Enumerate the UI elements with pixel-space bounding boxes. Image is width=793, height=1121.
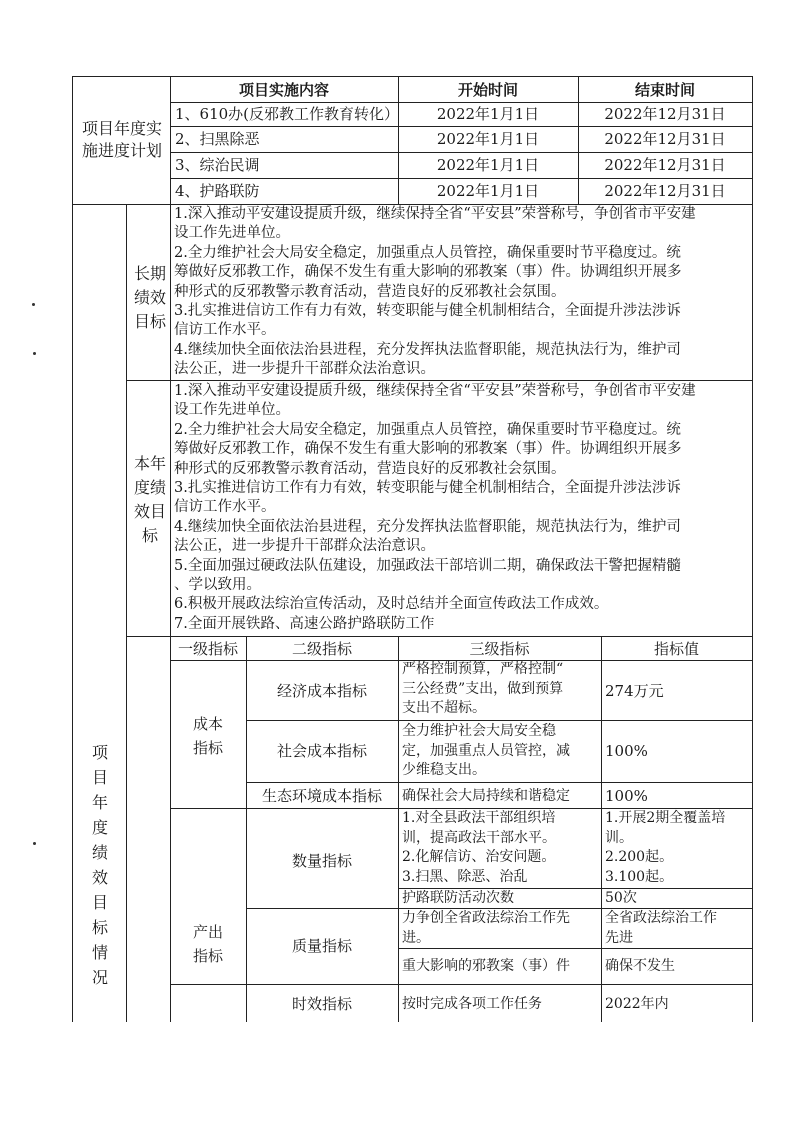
annual-text (174, 382, 750, 634)
schedule-end: 2022年12月31日 (604, 182, 726, 200)
level3-cell: 确保社会大局持续和谐稳定 (402, 788, 570, 804)
quality-value-b: 确保不发生 (605, 958, 675, 974)
indicator-header-level3: 三级指标 (469, 640, 530, 658)
quantity-level3: 1.对全县政法干部组织培 训，提高政法干部水平。 2.化解信访、治安问题。 3.扫黑、除恶、治乱 (402, 810, 556, 885)
text-line: 3.扎实推进信访工作有力有效，转变职能与健全机制相结合，全面提升涉法涉诉 (174, 480, 681, 497)
schedule-header-start: 开始时间 (457, 81, 518, 99)
quantity-indicator-label: 数量指标 (291, 852, 352, 870)
timeliness-value: 2022年内 (605, 996, 669, 1012)
annual-label: 本年度绩效目标 (134, 454, 167, 545)
text-line: 1.深入推动平安建设提质升级，继续保持全省“平安县”荣誉称号，争创省市平安建 (174, 206, 696, 222)
schedule-end: 2022年12月31日 (604, 130, 726, 148)
long-term-label: 长期绩效目标 (134, 264, 167, 331)
schedule-content: 3、综治民调 (175, 156, 260, 174)
text-line: 6.积极开展政法综治宣传活动，及时总结并全面宣传政法工作成效。 (174, 596, 609, 613)
long-term-text (174, 205, 750, 380)
schedule-end: 2022年12月31日 (604, 156, 726, 174)
text-line: 4.继续加快全面依法治县进程，充分发挥执法监督职能，规范执法行为，维护司 (174, 341, 681, 358)
scan-dot (33, 842, 36, 845)
text-line: 3.扎实推进信访工作有力有效，转变职能与健全机制相结合，全面提升涉法涉诉 (174, 303, 681, 320)
level2-cell: 经济成本指标 (276, 682, 367, 700)
text-line: 设工作先进单位。 (174, 225, 290, 242)
text-line: 筹做好反邪教工作，确保不发生有重大影响的邪教案（事）件。协调组织开展多 (174, 441, 682, 458)
quantity-value-b: 50次 (605, 890, 637, 906)
timeliness-indicator-label: 时效指标 (291, 995, 352, 1013)
level2-cell: 生态环境成本指标 (261, 787, 382, 805)
text-line: 设工作先进单位。 (174, 402, 290, 419)
text-line: 种形式的反邪教警示教育活动，营造良好的反邪教社会氛围。 (174, 283, 566, 300)
output-indicator-label: 产出指标 (192, 923, 223, 965)
indicators-section-label: 项目年度绩效目标情况 (91, 743, 108, 987)
value-cell: 274万元 (605, 682, 664, 700)
schedule-header-end: 结束时间 (634, 81, 695, 99)
level3-cell: 严格控制预算，严格控制“ 三公经费”支出，做到预算 支出不超标。 (402, 661, 564, 716)
schedule-content: 4、护路联防 (175, 182, 260, 200)
schedule-header-content: 项目实施内容 (238, 81, 329, 99)
indicator-header-level2: 二级指标 (291, 640, 352, 658)
level3-cell: 全力维护社会大局安全稳 定，加强重点人员管控，减 少维稳支出。 (402, 723, 570, 778)
quantity-level3-b: 护路联防活动次数 (402, 890, 514, 906)
text-line: 信访工作水平。 (174, 499, 276, 516)
text-line: 信访工作水平。 (174, 322, 276, 339)
text-line: 2.全力维护社会大局安全稳定，加强重点人员管控，确保重要时节平稳度过。统 (174, 244, 681, 261)
scan-dot (32, 303, 35, 306)
text-line: 2.全力维护社会大局安全稳定，加强重点人员管控，确保重要时节平稳度过。统 (174, 421, 681, 438)
schedule-start: 2022年1月1日 (436, 130, 540, 148)
schedule-end: 2022年12月31日 (604, 105, 726, 123)
timeliness-level3: 按时完成各项工作任务 (402, 996, 542, 1012)
text-line: 种形式的反邪教警示教育活动，营造良好的反邪教社会氛围。 (174, 460, 566, 477)
schedule-content: 1、610办(反邪教工作教育转化） (175, 105, 400, 123)
text-line: 4.继续加快全面依法治县进程，充分发挥执法监督职能，规范执法行为，维护司 (174, 518, 681, 535)
schedule-start: 2022年1月1日 (436, 182, 540, 200)
schedule-start: 2022年1月1日 (436, 105, 540, 123)
indicator-header-level1: 一级指标 (177, 640, 238, 658)
indicator-header-value: 指标值 (653, 640, 699, 658)
quantity-value: 1.开展2期全覆盖培 训。 2.200起。 3.100起。 (605, 810, 726, 885)
schedule-label: 项目年度实施进度计划 (81, 119, 162, 160)
level2-cell: 社会成本指标 (276, 742, 367, 760)
text-line: 筹做好反邪教工作，确保不发生有重大影响的邪教案（事）件。协调组织开展多 (174, 264, 682, 281)
scan-dot (33, 352, 36, 355)
text-line: 7.全面开展铁路、高速公路护路联防工作 (174, 615, 435, 632)
value-cell: 100% (605, 787, 648, 805)
cost-indicator-label: 成本指标 (192, 715, 223, 757)
text-line: 、学以致用。 (174, 577, 261, 594)
text-line: 法公正，进一步提升干部群众法治意识。 (174, 361, 435, 378)
quality-value: 全省政法综治工作 先进 (605, 910, 717, 946)
quality-level3-b: 重大影响的邪教案（事）件 (402, 958, 570, 974)
schedule-content: 2、扫黑除恶 (175, 130, 260, 148)
text-line: 法公正，进一步提升干部群众法治意识。 (174, 538, 435, 555)
value-cell: 100% (605, 742, 648, 760)
text-line: 5.全面加强过硬政法队伍建设，加强政法干部培训二期，确保政法干警把握精髓 (174, 557, 681, 574)
quality-level3: 力争创全省政法综治工作先 进。 (402, 910, 570, 946)
text-line: 1.深入推动平安建设提质升级，继续保持全省“平安县”荣誉称号，争创省市平安建 (174, 383, 696, 399)
schedule-start: 2022年1月1日 (436, 156, 540, 174)
quality-indicator-label: 质量指标 (291, 937, 352, 955)
